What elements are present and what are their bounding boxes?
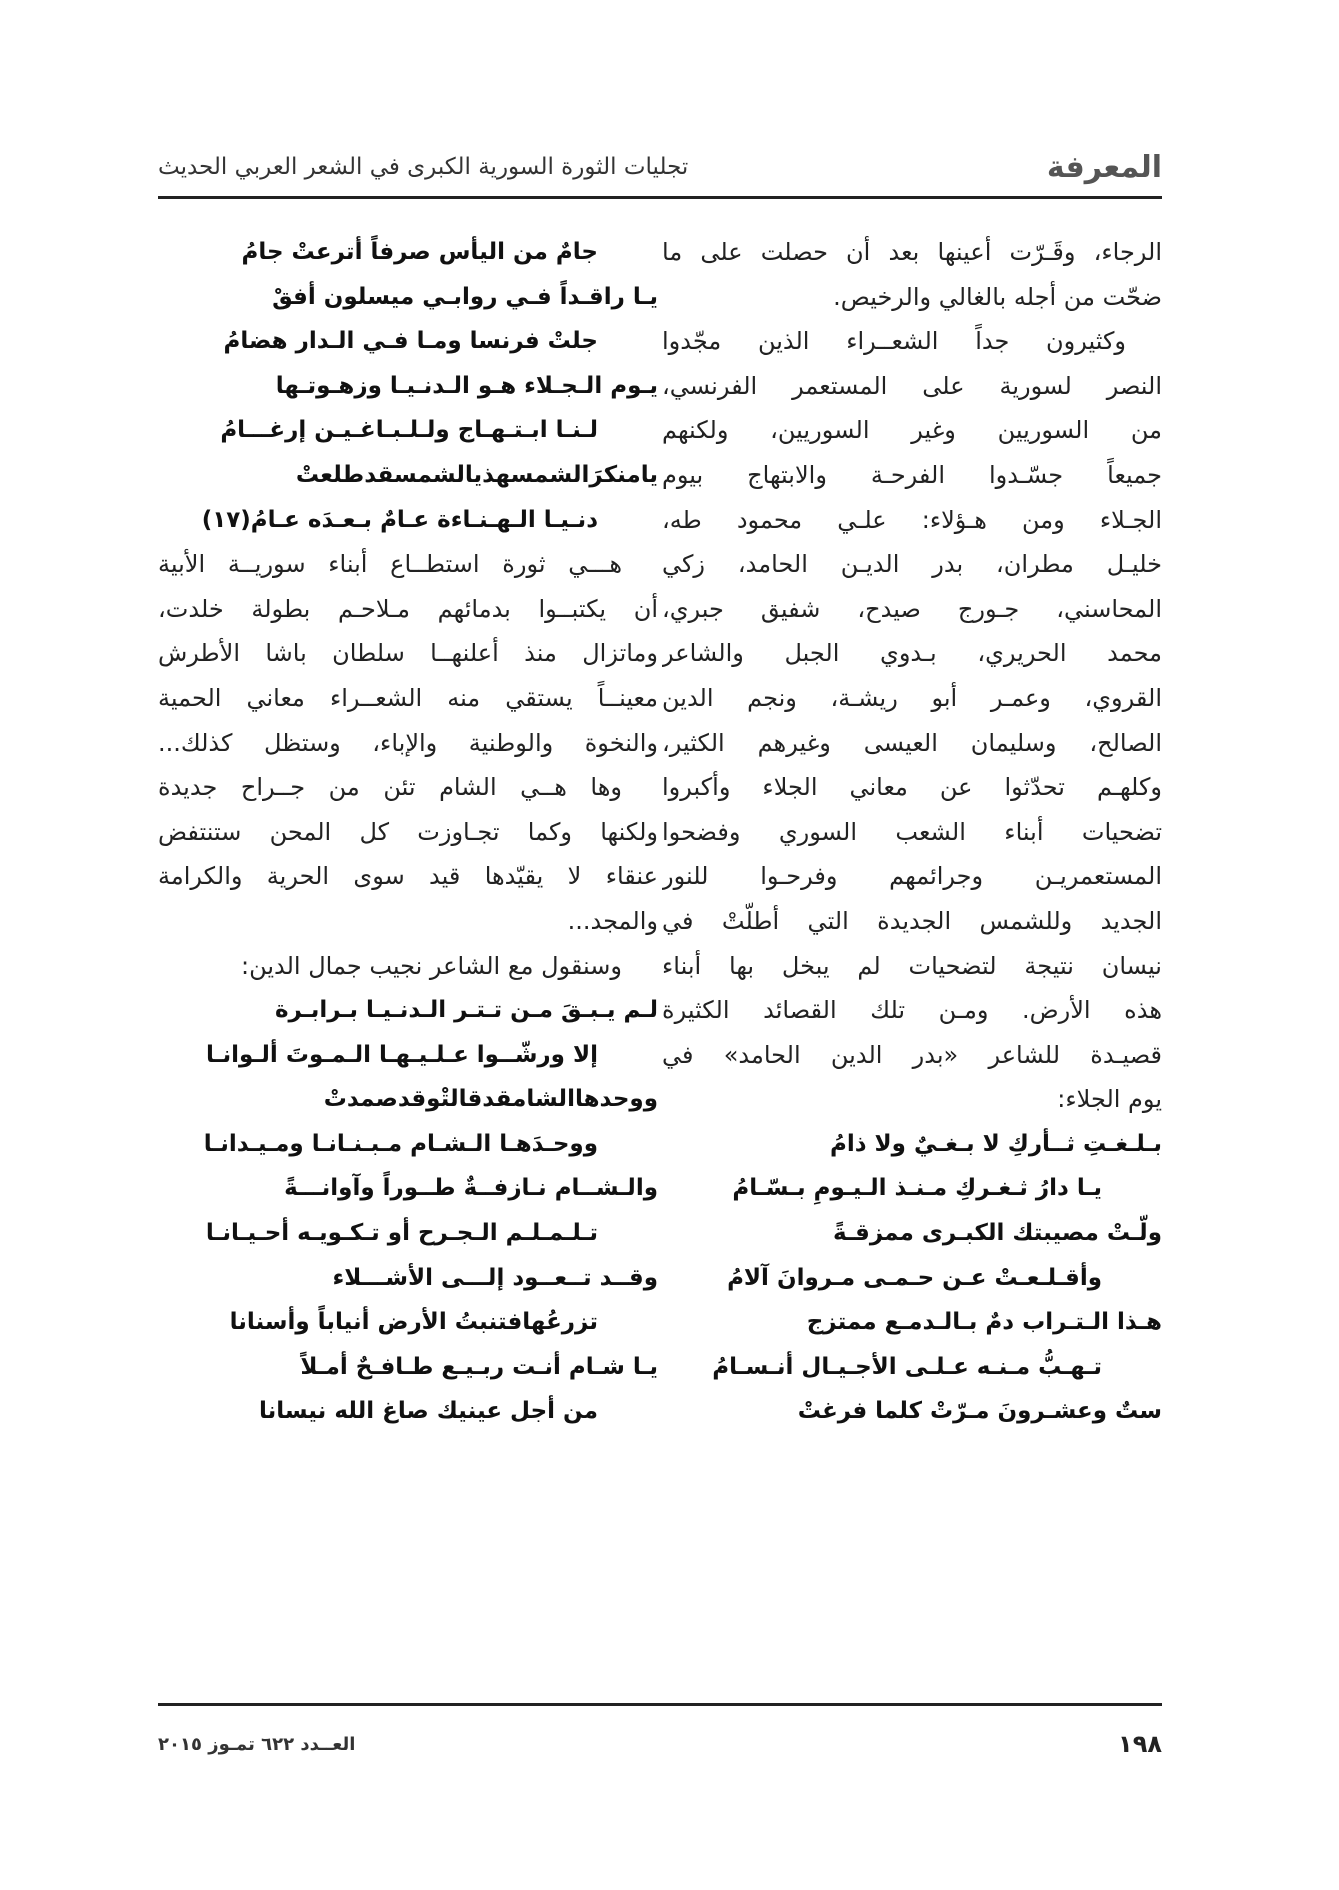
left-column bbox=[158, 230, 658, 1434]
verse-line: دنـيـا الـهـنـاءة عـامٌ بـعـدَه عـامُ(١٧) bbox=[201, 506, 598, 533]
verse-line: تـلـمـلـم الـجـرح أو تـكـويـه أحـيـانـا bbox=[205, 1220, 598, 1247]
verse-line: ووحدهاالشامقدقالتْوقدصمدتْ bbox=[323, 1086, 658, 1113]
text-line: خليـل مطران، بدر الديـن الحامد، زكي bbox=[662, 550, 1162, 579]
verse-line: يـا راقـداً فـي روابـي ميسلون أفقْ bbox=[272, 283, 658, 310]
page-header bbox=[158, 150, 1162, 190]
journal-logo: المعرفة bbox=[1046, 150, 1162, 185]
article-title: تجليات الثورة السورية الكبرى في الشعر العربي الحديث bbox=[158, 154, 689, 180]
verse-line: يامنكرَالشمسهذيالشمسقدطلعتْ bbox=[295, 461, 658, 488]
text-line: محمد الحريري، بـدوي الجبل والشاعر bbox=[662, 639, 1162, 668]
text-line: وماتزال منذ أعلنهــا سلطان باشا الأطرش bbox=[158, 639, 658, 668]
text-line: هـــي ثورة استطــاع أبناء سوريــة الأبية bbox=[158, 550, 622, 579]
text-line: معينــاً يستقي منه الشعــراء معاني الحمية bbox=[158, 683, 658, 712]
text-line: الصالح، وسليمان العيسى وغيرهم الكثير، bbox=[662, 728, 1162, 757]
text-line: الجديد وللشمس الجديدة التي أطلّتْ في bbox=[662, 906, 1162, 935]
verse-line: يـوم الـجـلاء هـو الـدنـيـا وزهـوتـها bbox=[275, 372, 658, 399]
verse-line: ووحـدَهـا الـشـام مـبـنـانـا ومـيـدانـا bbox=[203, 1130, 598, 1157]
page-number: ١٩٨ bbox=[1118, 1730, 1162, 1758]
text-line: تضحيات أبناء الشعب السوري وفضحوا bbox=[662, 817, 1162, 846]
text-line: ضحّت من أجله بالغالي والرخيص. bbox=[833, 282, 1162, 311]
text-line: النصر لسورية على المستعمر الفرنسي، bbox=[662, 371, 1162, 400]
text-line: الرجاء، وقَـرّت أعينها بعد أن حصلت على ما bbox=[662, 238, 1162, 266]
text-line: جميعاً جسّـدوا الفرحـة والابتهاج بيوم bbox=[662, 460, 1162, 489]
text-line: القروي، وعمـر أبو ريشـة، ونجم الدين bbox=[662, 683, 1162, 712]
text-line: ولكنها وكما تجـاوزت كل المحن ستنتفض bbox=[158, 817, 658, 846]
text-line: عنقاء لا يقيّدها قيد سوى الحرية والكرامة bbox=[158, 862, 658, 891]
text-line: وها هــي الشام تئن من جــراح جديدة bbox=[158, 773, 622, 802]
text-line: من السوريين وغير السوريين، ولكنهم bbox=[662, 416, 1162, 445]
verse-line: يـا شـام أنـت ربـيـع طـافـحٌ أمـلاً bbox=[300, 1353, 658, 1380]
verse-line: من أجل عينيك صاغ الله نيسانا bbox=[258, 1398, 598, 1425]
verse-line: إلا ورشّــوا عـلـيـهـا الـمـوتَ ألـوانـا bbox=[206, 1041, 598, 1068]
text-line: وسنقول مع الشاعر نجيب جمال الدين: bbox=[240, 951, 622, 980]
text-line: والنخوة والوطنية والإباء، وستظل كذلك... bbox=[158, 728, 658, 757]
verse-line: ولّـتْ مصيبتك الكبـرى ممزقـةً bbox=[832, 1220, 1162, 1247]
verse-line: والـشــام نـازفــةٌ طــوراً وآوانـــةً bbox=[284, 1175, 658, 1202]
text-line: نيسان نتيجة لتضحيات لم يبخل بها أبناء bbox=[662, 951, 1162, 980]
right-column bbox=[662, 230, 1162, 1434]
verse-line: تزرعُهافتنبتُ الأرض أنياباً وأسنانا bbox=[229, 1309, 598, 1336]
verse-line: جامٌ من اليأس صرفاً أترعتْ جامُ bbox=[241, 239, 598, 265]
verse-line: وأقـلـعـتْ عـن حـمـى مـروانَ آلامُ bbox=[727, 1264, 1102, 1291]
text-line: وكثيرون جداً الشعــراء الذين مجّدوا bbox=[662, 327, 1126, 356]
text-line: هذه الأرض. ومـن تلك القصائد الكثيرة bbox=[662, 996, 1162, 1025]
text-line: أن يكتبــوا بدمائهم مـلاحـم بطولة خلدت، bbox=[158, 594, 658, 623]
page-footer bbox=[158, 1730, 1162, 1770]
verse-line: لـنـا ابـتـهـاج ولـلـبـاغـيـن إرغـــامُ bbox=[220, 417, 598, 444]
verse-line: وقــد تــعــود إلـــى الأشـــلاء bbox=[332, 1264, 658, 1291]
verse-line: تـهـبُّ مـنـه عـلـى الأجـيـال أنـسـامُ bbox=[712, 1353, 1102, 1380]
verse-line: هـذا الـتـراب دمٌ بـالـدمـع ممتزج bbox=[806, 1309, 1162, 1336]
text-line: الجـلاء ومن هـؤلاء: علـي محمود طه، bbox=[662, 505, 1162, 534]
verse-line: ستٌ وعشـرونَ مـرّتْ كلما فرغتْ bbox=[797, 1398, 1162, 1425]
verse-line: جلتْ فرنسا ومـا فـي الـدار هضامُ bbox=[223, 328, 598, 355]
header-divider bbox=[158, 196, 1162, 199]
footer-divider bbox=[158, 1703, 1162, 1706]
issue-info: العــدد ٦٢٢ تمـوز ٢٠١٥ bbox=[158, 1734, 356, 1755]
text-line: يوم الجلاء: bbox=[1057, 1085, 1162, 1114]
verse-line: لـم يـبـقَ مـن تـتـر الـدنـيـا بـرابـرة bbox=[274, 997, 658, 1024]
text-line: المحاسني، جـورج صيدح، شفيق جبري، bbox=[662, 594, 1162, 623]
text-line: وكلهـم تحدّثوا عن معاني الجلاء وأكبروا bbox=[662, 773, 1162, 802]
text-line: والمجد... bbox=[567, 906, 658, 935]
text-line: قصيـدة للشاعر «بدر الدين الحامد» في bbox=[662, 1040, 1162, 1069]
verse-line: يـا دارُ ثـغـركِ مـنـذ الـيـومِ بـسّـامُ bbox=[732, 1175, 1102, 1202]
verse-line: بـلـغـتِ ثــأركِ لا بـغـيٌ ولا ذامُ bbox=[830, 1130, 1162, 1157]
text-line: المستعمريـن وجرائمهم وفرحـوا للنور bbox=[662, 862, 1162, 891]
